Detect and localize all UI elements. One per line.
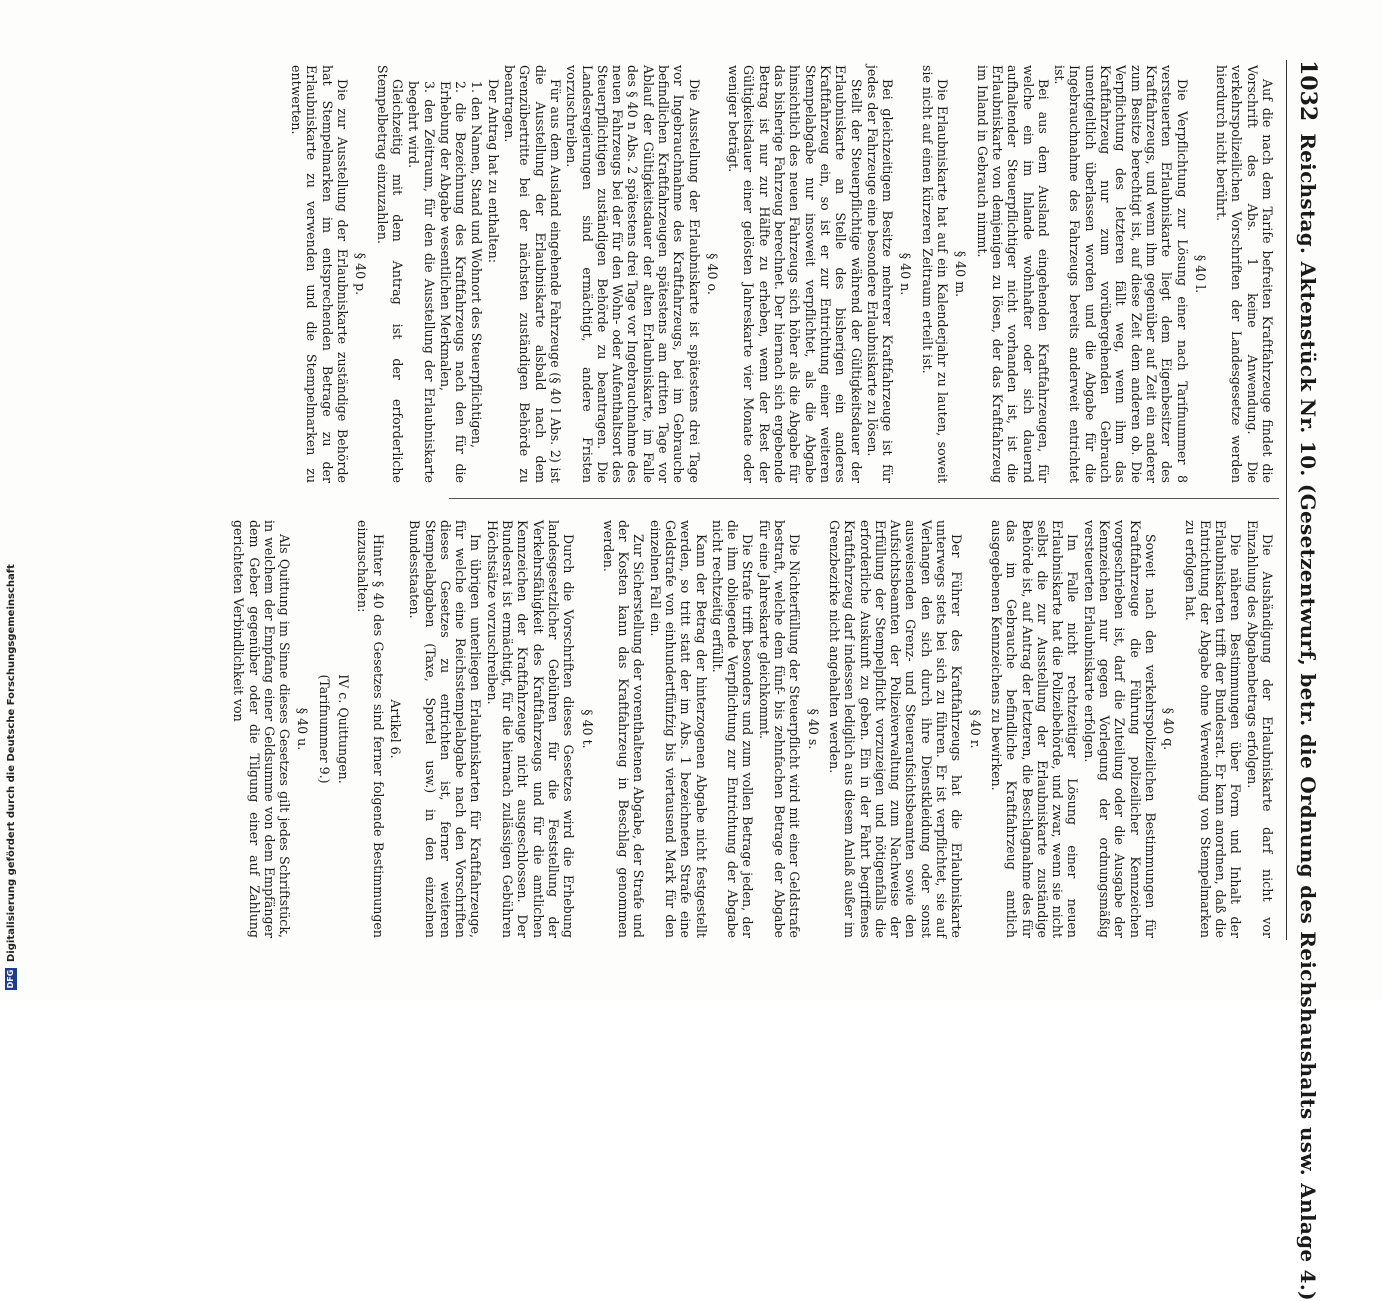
- paragraph: Kann der Betrag der hinterzogenen Abgabe nicht festgestellt werden, so tritt statt der im Abs. 1 bezeichneten Strafe eine Geldstrafe von einhundertfünfzig bis viertausend Mark für den einzelnen Fall ein.: [647, 520, 709, 938]
- paragraph: Im Falle nicht rechtzeitiger Lösung einer neuen Erlaubniskarte hat die Polizeibehörde, und zwar, wenn sie nicht selbst die zur Ausstellung der Erlaubniskarte zuständige Behörde ist, auf Antrag der letzteren, die Beschlagnahme des für das im Gebrauche befindliche Kraftfahrzeug amtlich ausgegebenen Kennzeichens zu bewirken.: [988, 520, 1081, 938]
- centered-heading: (Tarifnummer 9.): [316, 674, 332, 784]
- paragraph: Hinter § 40 des Gesetzes sind ferner folgende Bestimmungen einzuschalten:: [355, 520, 386, 938]
- section-heading: § 40 u.: [295, 707, 311, 751]
- paragraph: Die näheren Bestimmungen über Form und Inhalt der Erlaubniskarten trifft der Bundesrat. Er kann anordnen, daß die Entrichtung der Abgabe ohne Verwendung von Stempelmarken zu erfolgen hat.: [1182, 520, 1244, 938]
- paragraph: Gleichzeitig mit dem Antrag ist der erforderliche Stempelbetrag einzuzahlen.: [374, 65, 405, 483]
- paragraph: Die Nichterfüllung der Steuerpflicht wird mit einer Geldstrafe bestraft, welche dem fünf- bis zehnfachen Betrage der Abgabe für eine Jahreskarte gleichkommt.: [756, 520, 803, 938]
- paragraph: Bei aus dem Ausland eingehenden Kraftfahrzeugen, für welche ein im Inlande wohnhafter oder sich dauernd aufhaltender Steuerpflichtiger nicht vorhanden ist, ist die Erlaubniskarte von demjenigen zu lösen, der das Kraftfahrzeug im Inland in Gebrauch nimmt.: [974, 65, 1051, 483]
- paragraph: Die Ausstellung der Erlaubniskarte ist spätestens drei Tage vor Ingebrauchnahme des Kraftfahrzeugs, bei im Gebrauche befindlichen Kraftfahrzeugen spätestens am dritten Tage vor Ablauf der Gültigkeitsdauer der alten Erlaubniskarte, im Falle des § 40 n Abs. 2 spätestens drei Tage vor Ingebrauchnahme des neuen Fahrzeugs bei der für den Wohn- oder Aufenthaltsort des Steuerpflichtigen zuständigen Behörde zu beantragen. Die Landesregierungen sind ermächtigt, andere Fristen vorzuschreiben.: [564, 65, 702, 483]
- paragraph: Im übrigen unterliegen Erlaubniskarten für Kraftfahrzeuge, für welche eine Reichsstempelabgabe nach den Vorschriften dieses Gesetzes zu entrichten ist, ferner weiteren Stempelabgaben (Taxe, Sportel usw.) in den einzelnen Bundesstaaten.: [407, 520, 484, 938]
- section-heading: § 40 r.: [967, 709, 983, 749]
- section-heading: § 40 o.: [704, 253, 720, 295]
- page-number: 1032: [1295, 60, 1321, 122]
- left-text-column: [289, 65, 1275, 483]
- column-divider: [449, 498, 1279, 499]
- section-heading: § 40 t.: [579, 709, 595, 749]
- paragraph: Die Erlaubniskarte hat auf ein Kalenderjahr zu lauten, soweit sie nicht auf einen kürzeren Zeitraum erteilt ist.: [919, 65, 951, 483]
- paragraph: Durch die Vorschriften dieses Gesetzes wird die Erhebung landesgesetzlicher Gebühren für die Feststellung der Verkehrsfähigkeit des Kraftfahrzeugs und für die amtlichen Kennzeichen der Kraftfahrzeuge nicht ausgeschlossen. Der Bundesrat ist ermächtigt, für die hiernach zulässigen Gebühren Höchstsätze vorzuschreiben.: [484, 520, 577, 938]
- section-heading: § 40 l.: [1192, 254, 1208, 294]
- section-heading: § 40 s.: [805, 708, 821, 750]
- footer-text: Digitalisierung gefördert durch die Deutsche Forschungsgemeinschaft: [5, 564, 17, 962]
- centered-heading: Artikel 6.: [387, 699, 403, 759]
- paragraph: Stellt der Steuerpflichtige während der Gültigkeitsdauer der Erlaubniskarte an Stelle des bisherigen ein anderes Kraftfahrzeug ein, so ist er zur Entrichtung einer weiteren Stempelabgabe nur insoweit verpflichtet, als die Abgabe hinsichtlich des neuen Fahrzeugs sich höher als die Abgabe für das bisherige Fahrzeug berechnet. Der hiernach sich ergebende Betrag ist nur zur Hälfte zu erheben, wenn der Rest der Gültigkeitsdauer einer gelösten Jahreskarte vier Monate oder weniger beträgt.: [726, 65, 864, 483]
- section-heading: § 40 q.: [1161, 707, 1177, 751]
- paragraph: Die Strafe trifft besonders und zum vollen Betrage jeden, der die ihm obliegende Verpflichtung zur Entrichtung der Abgabe nicht rechtzeitig erfüllt.: [709, 520, 756, 938]
- list-item: 1. den Namen, Stand und Wohnort des Steuerpflichtigen,: [469, 81, 485, 448]
- section-heading: § 40 n.: [898, 252, 914, 296]
- section-heading: § 40 p.: [353, 252, 369, 296]
- paragraph: Soweit nach den verkehrspolizeilichen Bestimmungen für Kraftfahrzeuge die Führung polizeilicher Kennzeichen vorgeschrieben ist, darf die Zuteilung oder die Ausgabe der Kennzeichen nur gegen Vorlegung der ordnungsmäßig versteuerten Erlaubniskarte erfolgen.: [1081, 520, 1158, 938]
- dfg-logo: DFG: [6, 969, 15, 989]
- paragraph: Für aus dem Ausland eingehende Fahrzeuge (§ 40 l Abs. 2) ist die Ausstellung der Erlaubniskarte alsbald nach dem Grenzübertritte bei der nächsten zuständigen Behörde zu beantragen.: [502, 65, 563, 483]
- list-item: 2. die Bezeichnung des Kraftfahrzeugs nach den für die Erhebung der Abgabe wesentlichen Merkmalen,: [437, 81, 469, 483]
- page-header: [1286, 60, 1321, 1301]
- paragraph: Die Aushändigung der Erlaubniskarte darf nicht vor Einzahlung des Abgabenbetrags erfolgen.: [1244, 520, 1275, 938]
- list-item: 3. den Zeitraum, für den die Ausstellung der Erlaubniskarte begehrt wird.: [406, 81, 437, 483]
- centered-heading: IV c. Quittungen.: [336, 674, 352, 784]
- paragraph: Der Antrag hat zu enthalten:: [485, 79, 501, 264]
- digitization-footer: [3, 10, 19, 990]
- paragraph: Zur Sicherstellung der vorenthaltenen Abgabe, der Strafe und der Kosten kann das Kraftfahrzeug in Beschlag genommen werden.: [600, 520, 647, 938]
- right-text-column: [231, 520, 1275, 938]
- paragraph: Bei gleichzeitigem Besitze mehrerer Kraftfahrzeuge ist für jedes der Fahrzeuge eine besondere Erlaubniskarte zu lösen.: [864, 65, 896, 483]
- paragraph: Auf die nach dem Tarife befreiten Kraftfahrzeuge findet die Vorschrift des Abs. 1 keine Anwendung. Die verkehrspolizeilichen Vorschriften der Landesgesetze werden hierdurch nicht berührt.: [1214, 65, 1275, 483]
- section-heading: § 40 m.: [953, 250, 969, 298]
- paragraph: Der Führer des Kraftfahrzeugs hat die Erlaubniskarte unterwegs stets bei sich zu führen. Er ist verpflichtet, sie auf Verlangen den sich durch ihre Dienstkleidung oder sonst ausweisenden Grenz- und Steueraufsichtsbeamten sowie den Aufsichtsbeamten der Polizeiverwaltung zum Nachweise der Erfüllung der Stempelpflicht vorzuzeigen und nötigenfalls die erforderliche Auskunft zu geben. Ein in der Fahrt begriffenes Kraftfahrzeug darf indessen lediglich aus diesem Anlaß außer im Grenzbezirke nicht angehalten werden.: [826, 520, 965, 938]
- paragraph: Die Verpflichtung zur Lösung einer nach Tarifnummer 8 versteuerten Erlaubniskarte liegt dem Eigenbesitzer des Kraftfahrzeugs, und wenn ihm gegenüber auf Zeit ein anderer zum Besitze berechtigt ist, auf diese Zeit dem anderen ob. Die Verpflichtung des letzteren fällt weg, wenn ihm das Kraftfahrzeug nur zum vorübergehenden Gebrauch unentgeltlich überlassen worden und die Abgabe für die Ingebrauchnahme des Fahrzeugs bereits anderweit entrichtet ist.: [1052, 65, 1190, 483]
- page-title: Reichstag. Aktenstück Nr. 10. (Gesetzentwurf, betr. die Ordnung des Reichshaushalts usw. Anlage 4.): [1296, 133, 1320, 1301]
- paragraph: Als Quittung im Sinne dieses Gesetzes gilt jedes Schriftstück, in welchem der Empfang einer Geldsumme von dem Empfänger dem Geber gegenüber oder die Tilgung einer auf Zahlung gerichteten Verbindlichkeit von: [231, 520, 293, 938]
- paragraph: Die zur Ausstellung der Erlaubniskarte zuständige Behörde hat Stempelmarken im entsprechenden Betrage zu der Erlaubniskarte zu verwenden und die Stempelmarken zu entwerten.: [289, 65, 351, 483]
